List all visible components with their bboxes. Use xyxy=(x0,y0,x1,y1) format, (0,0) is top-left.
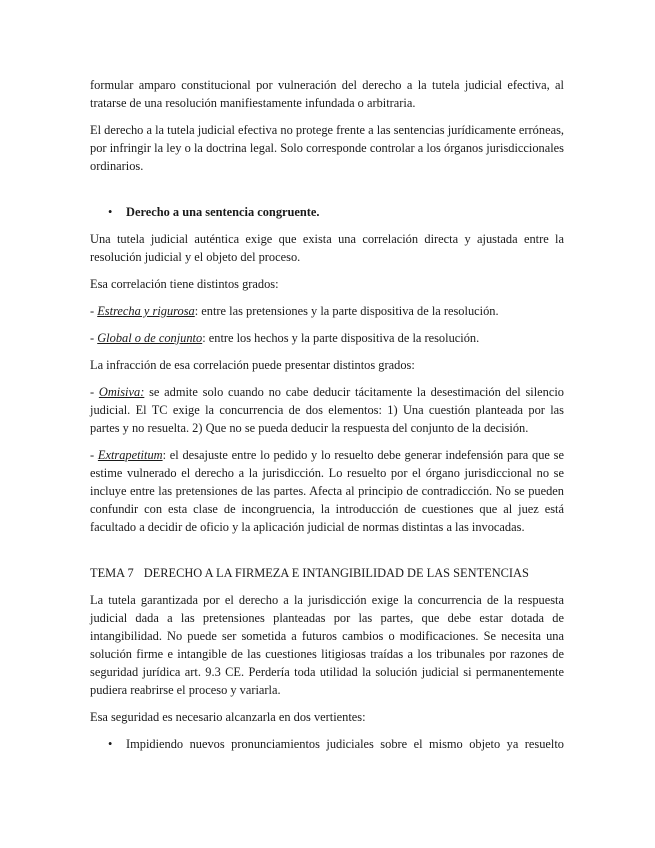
item-text: : el desajuste entre lo pedido y lo resuelto debe generar indefensión para que se estime vulnerado el derecho a la jurisdicción. Lo resuelto por el órgano jurisdiccional no se incluye entre las pretensiones de las partes. Afecta al principio de contradicción. No se pueden confundir con esta clase de incongruencia, la introducción de cuestiones que al juez está facultado a decidir de oficio y la aplicación judicial de normas distintas a las invocadas. xyxy=(90,448,564,534)
item-term: Extrapetitum xyxy=(97,448,163,462)
paragraph: La tutela garantizada por el derecho a la jurisdicción exige la concurrencia de la respuesta judicial dada a las pretensiones planteadas por las partes, que debe estar dotada de intangibilidad. No puede ser sometida a futuros cambios o modificaciones. Se necesita una solución firme e intangible de las cuestiones litigiosas traídas a los tribunales por razones de seguridad jurídica art. 9.3 CE. Perdería toda utilidad la solución judicial si permanentemente pudiera reabrirse el proceso y variarla. xyxy=(90,593,564,697)
list-item-global xyxy=(90,329,564,347)
list-item-extrapetitum xyxy=(90,446,564,536)
paragraph: La infracción de esa correlación puede presentar distintos grados: xyxy=(90,358,415,372)
section-heading xyxy=(90,564,564,582)
item-prefix: - xyxy=(90,448,98,462)
item-text: : entre las pretensiones y la parte dispositiva de la resolución. xyxy=(194,304,499,318)
item-prefix: - xyxy=(90,331,98,345)
item-term: Omisiva: xyxy=(98,385,145,399)
paragraph: Una tutela judicial auténtica exige que exista una correlación directa y ajustada entre la resolución judicial y el objeto del proceso. xyxy=(90,232,564,264)
bullet-text: Impidiendo nuevos pronunciamientos judiciales sobre el mismo objeto ya resuelto xyxy=(126,737,564,751)
document-page xyxy=(90,76,564,753)
paragraph: formular amparo constitucional por vulneración del derecho a la tutela judicial efectiva, al tratarse de una resolución manifiestamente infundada o arbitraria. xyxy=(90,78,564,110)
item-term: Estrecha y rigurosa xyxy=(97,304,195,318)
item-term: Global o de conjunto xyxy=(97,331,203,345)
bullet-item-congruent-sentence xyxy=(90,203,564,221)
item-prefix: - xyxy=(90,385,99,399)
list-item-omisiva xyxy=(90,383,564,437)
bullet-heading: Derecho a una sentencia congruente. xyxy=(126,205,320,219)
paragraph: Esa seguridad es necesario alcanzarla en dos vertientes: xyxy=(90,710,366,724)
item-prefix: - xyxy=(90,304,98,318)
heading-title: DERECHO A LA FIRMEZA E INTANGIBILIDAD DE LAS SENTENCIAS xyxy=(143,566,529,580)
list-item-strict xyxy=(90,302,564,320)
item-text: : entre los hechos y la parte dispositiva de la resolución. xyxy=(202,331,480,345)
heading-number: TEMA 7 xyxy=(90,566,134,580)
paragraph: Esa correlación tiene distintos grados: xyxy=(90,277,279,291)
paragraph: El derecho a la tutela judicial efectiva no protege frente a las sentencias jurídicamente erróneas, por infringir la ley o la doctrina legal. Solo corresponde controlar a los órganos jurisdiccionales ordinarios. xyxy=(90,123,564,173)
item-text: se admite solo cuando no cabe deducir tácitamente la desestimación del silencio judicial. El TC exige la concurrencia de dos elementos: 1) Una cuestión planteada por las partes y no resuelta. 2) Que no se pueda deducir la respuesta del conjunto de la decisión. xyxy=(90,385,564,435)
bullet-item-new-pronouncements xyxy=(90,735,564,753)
bullet-icon: • xyxy=(108,205,113,219)
bullet-icon: • xyxy=(108,737,113,751)
